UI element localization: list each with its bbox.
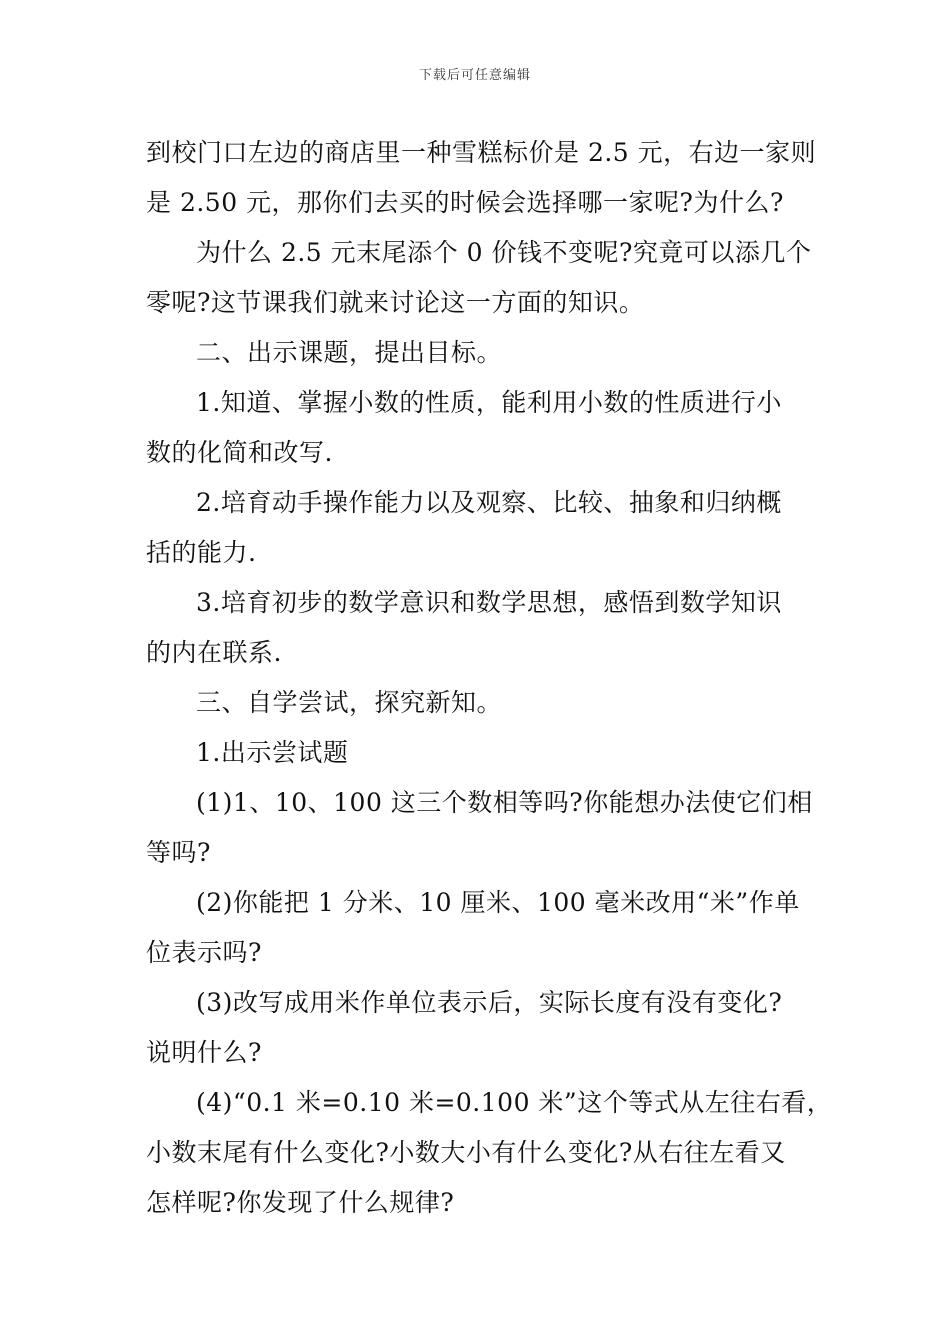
page-header-note: 下载后可任意编辑 [418, 68, 531, 83]
text-line: (1)1、10、100 这三个数相等吗?你能想办法使它们相 [196, 788, 813, 817]
section-heading: 三、自学尝试，探究新知。 [196, 688, 503, 717]
section-heading: 二、出示课题，提出目标。 [196, 338, 503, 367]
text-line: (3)改写成用米作单位表示后，实际长度有没有变化? [196, 988, 783, 1017]
text-line: 是 2.50 元，那你们去买的时候会选择哪一家呢?为什么? [146, 188, 784, 217]
text-line: 说明什么? [146, 1038, 262, 1067]
text-line: (4)“0.1 米=0.10 米=0.100 米”这个等式从左往右看， [196, 1088, 833, 1117]
text-line: 1.知道、掌握小数的性质，能利用小数的性质进行小 [196, 388, 782, 417]
text-line: (2)你能把 1 分米、10 厘米、100 毫米改用“米”作单 [196, 888, 800, 917]
text-line: 3.培育初步的数学意识和数学思想，感悟到数学知识 [196, 588, 782, 617]
text-line: 1.出示尝试题 [196, 738, 349, 767]
text-line: 位表示吗? [146, 938, 262, 967]
text-line: 等吗? [146, 838, 211, 867]
text-line: 到校门口左边的商店里一种雪糕标价是 2.5 元，右边一家则 [146, 138, 817, 167]
text-line: 零呢?这节课我们就来讨论这一方面的知识。 [146, 288, 645, 317]
text-line: 括的能力. [146, 538, 257, 567]
text-line: 数的化简和改写. [146, 438, 333, 467]
text-line: 的内在联系. [146, 638, 282, 667]
text-line: 为什么 2.5 元末尾添个 0 价钱不变呢?究竟可以添几个 [196, 238, 812, 267]
document-body [146, 128, 833, 1228]
text-line: 怎样呢?你发现了什么规律? [146, 1188, 455, 1217]
text-line: 2.培育动手操作能力以及观察、比较、抽象和归纳概 [196, 488, 782, 517]
text-line: 小数末尾有什么变化?小数大小有什么变化?从右往左看又 [146, 1138, 786, 1167]
